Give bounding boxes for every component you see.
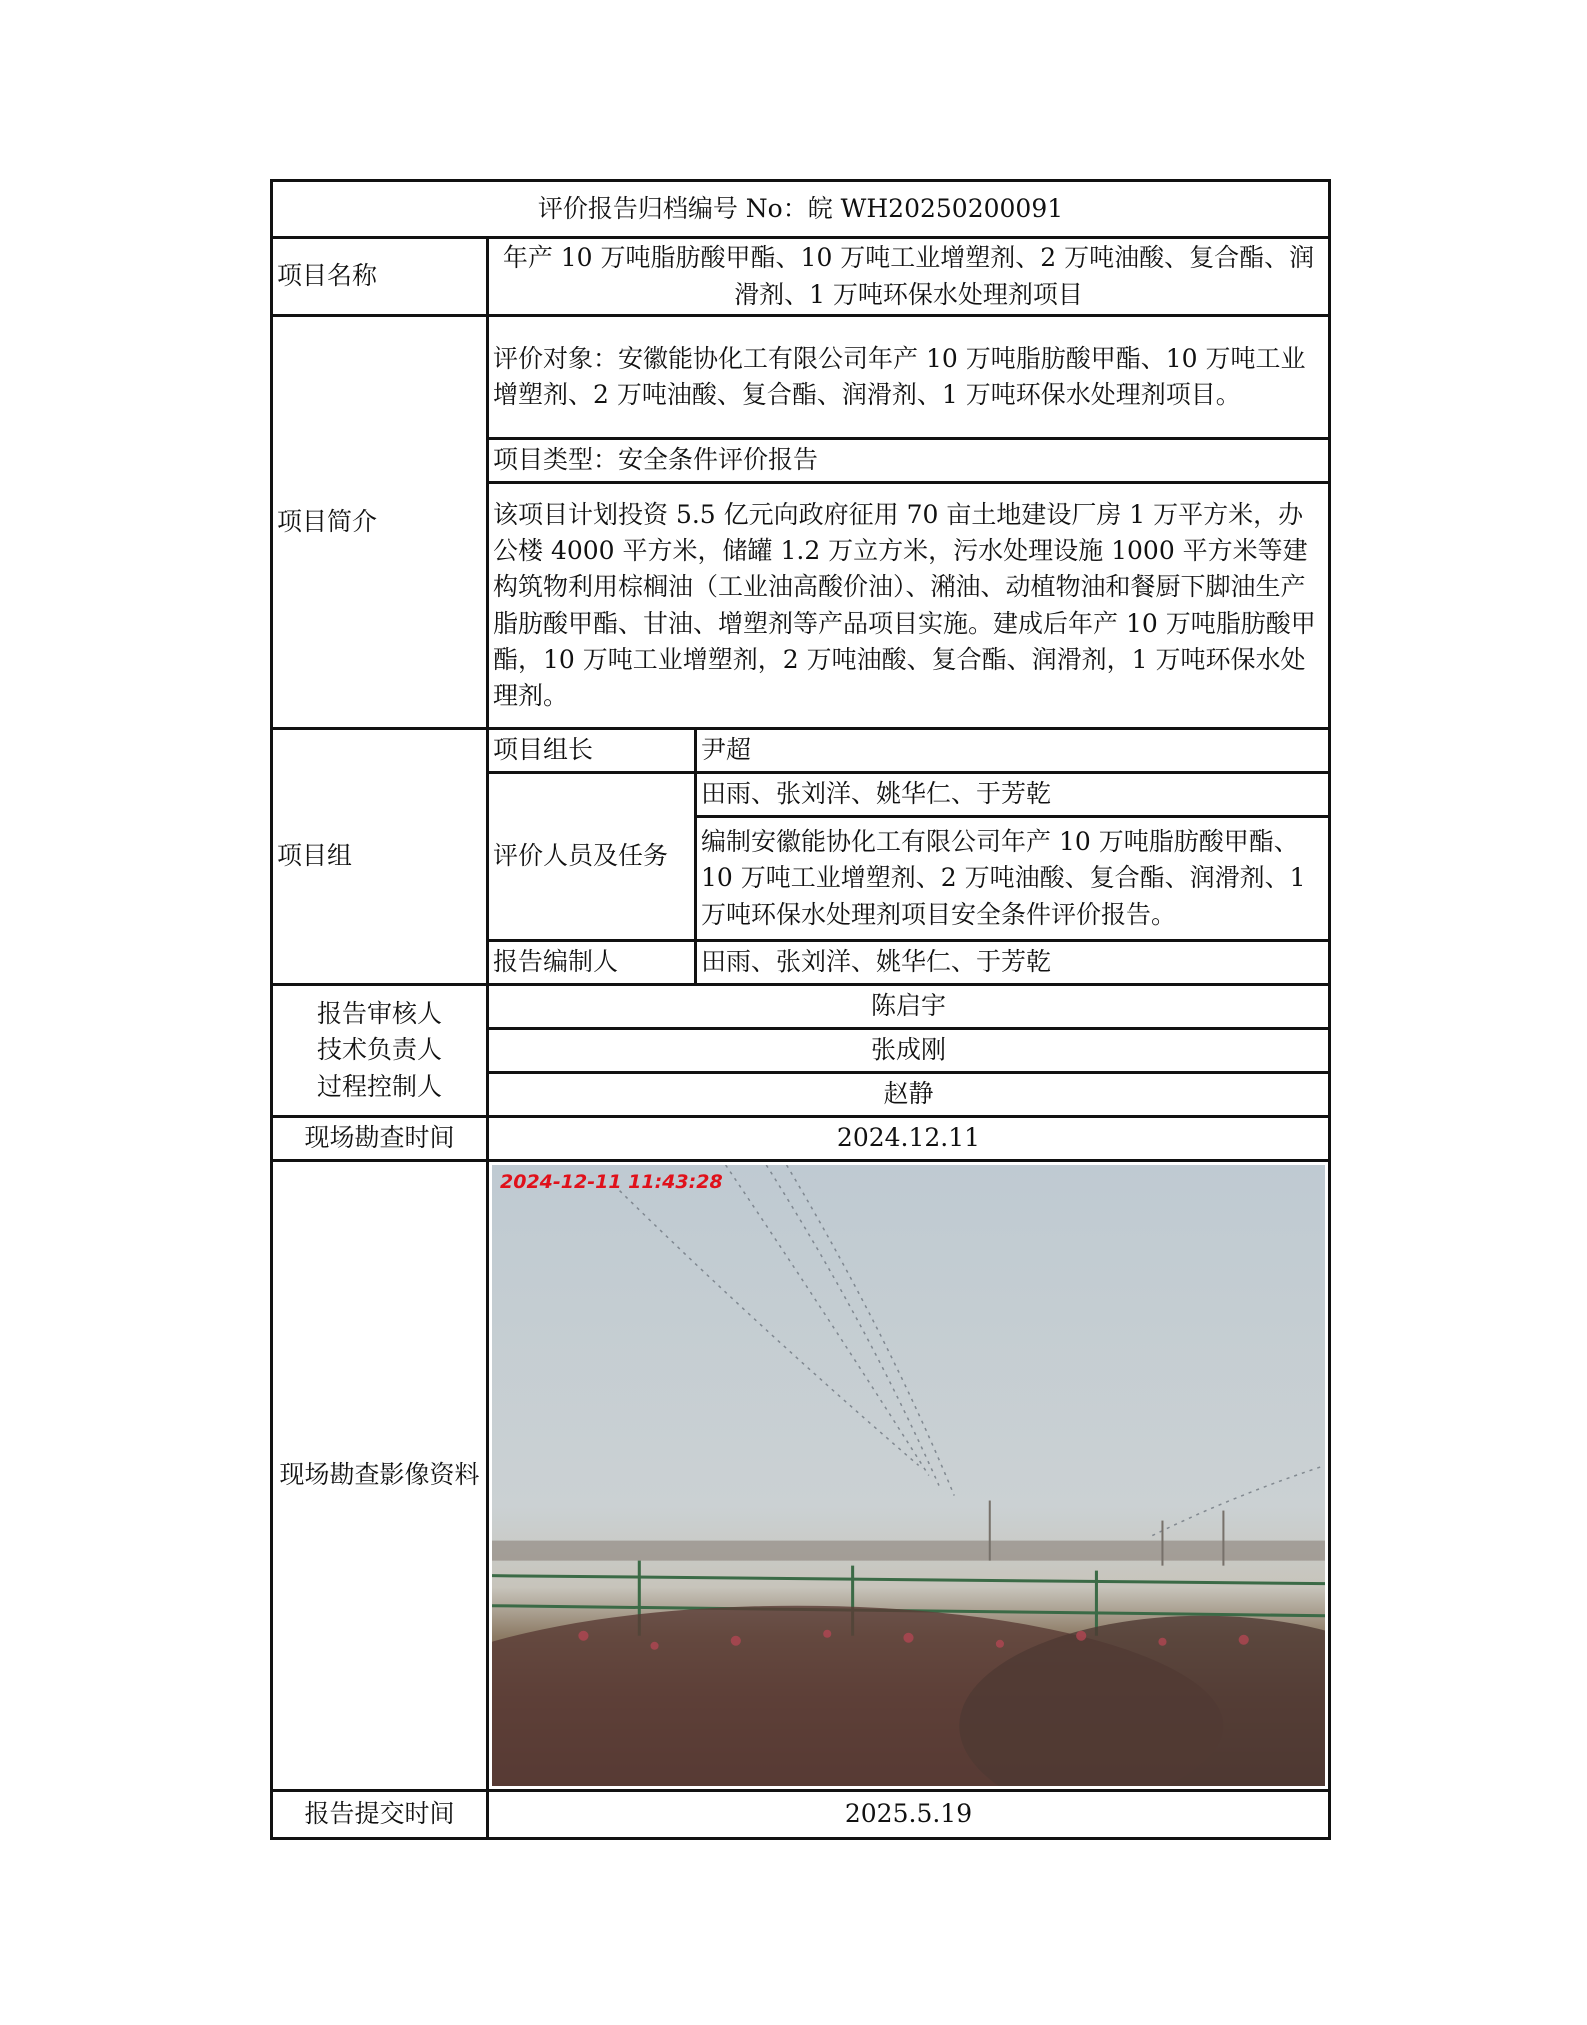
photo-timestamp: 2024-12-11 11:43:28 xyxy=(500,1171,723,1193)
site-photo-scene xyxy=(492,1165,1325,1786)
reviewer-name: 陈启宇 xyxy=(488,985,1330,1029)
project-team-label: 项目组 xyxy=(272,729,488,985)
submit-date: 2025.5.19 xyxy=(488,1791,1330,1839)
team-leader-label: 项目组长 xyxy=(488,729,696,773)
project-intro-label: 项目简介 xyxy=(272,316,488,729)
process-control-label: 过程控制人 xyxy=(316,1071,442,1101)
evaluation-task: 编制安徽能协化工有限公司年产 10 万吨脂肪酸甲酯、10 万吨工业增塑剂、2 万吨油酸、复合酯、润滑剂、1 万吨环保水处理剂项目安全条件评价报告。 xyxy=(696,817,1330,941)
tech-lead-label: 技术负责人 xyxy=(316,1035,442,1065)
team-leader: 尹超 xyxy=(696,729,1330,773)
project-name-value: 年产 10 万吨脂肪酸甲酯、10 万吨工业增塑剂、2 万吨油酸、复合酯、润滑剂、1 万吨环保水处理剂项目 xyxy=(488,238,1330,316)
survey-date: 2024.12.11 xyxy=(488,1117,1330,1161)
survey-images-label: 现场勘查影像资料 xyxy=(272,1161,488,1791)
process-control-name: 赵静 xyxy=(488,1073,1330,1117)
archive-number: 评价报告归档编号 No：皖 WH20250200091 xyxy=(272,181,1330,238)
site-photo xyxy=(492,1165,1325,1786)
reviewer-label: 报告审核人 xyxy=(316,999,442,1029)
submit-date-label: 报告提交时间 xyxy=(272,1791,488,1839)
project-type: 项目类型：安全条件评价报告 xyxy=(488,439,1330,483)
project-name-label: 项目名称 xyxy=(272,238,488,316)
compiler-label: 报告编制人 xyxy=(488,941,696,985)
survey-date-label: 现场勘查时间 xyxy=(272,1117,488,1161)
archive-table xyxy=(270,179,1331,1840)
project-description: 该项目计划投资 5.5 亿元向政府征用 70 亩土地建设厂房 1 万平方米，办公楼 4000 平方米，储罐 1.2 万立方米，污水处理设施 1000 平方米等建构筑物利用棕榈油（工业油高酸价油）、潲油、动植物油和餐厨下脚油生产脂肪酸甲酯、甘油、增塑剂等产品项目实施。建成后年产 10 万吨脂肪酸甲酯，10 万吨工业增塑剂，2 万吨油酸、复合酯、润滑剂，1 万吨环保水处理剂。 xyxy=(488,483,1330,729)
report-archive-sheet xyxy=(270,179,1328,1840)
evaluation-target: 评价对象：安徽能协化工有限公司年产 10 万吨脂肪酸甲酯、10 万吨工业增塑剂、2 万吨油酸、复合酯、润滑剂、1 万吨环保水处理剂项目。 xyxy=(488,316,1330,439)
evaluators: 田雨、张刘洋、姚华仁、于芳乾 xyxy=(696,773,1330,817)
tech-lead-name: 张成刚 xyxy=(488,1029,1330,1073)
reviewers-labels xyxy=(272,985,488,1117)
compilers: 田雨、张刘洋、姚华仁、于芳乾 xyxy=(696,941,1330,985)
survey-photo-cell xyxy=(488,1161,1330,1791)
evaluators-label: 评价人员及任务 xyxy=(488,773,696,941)
